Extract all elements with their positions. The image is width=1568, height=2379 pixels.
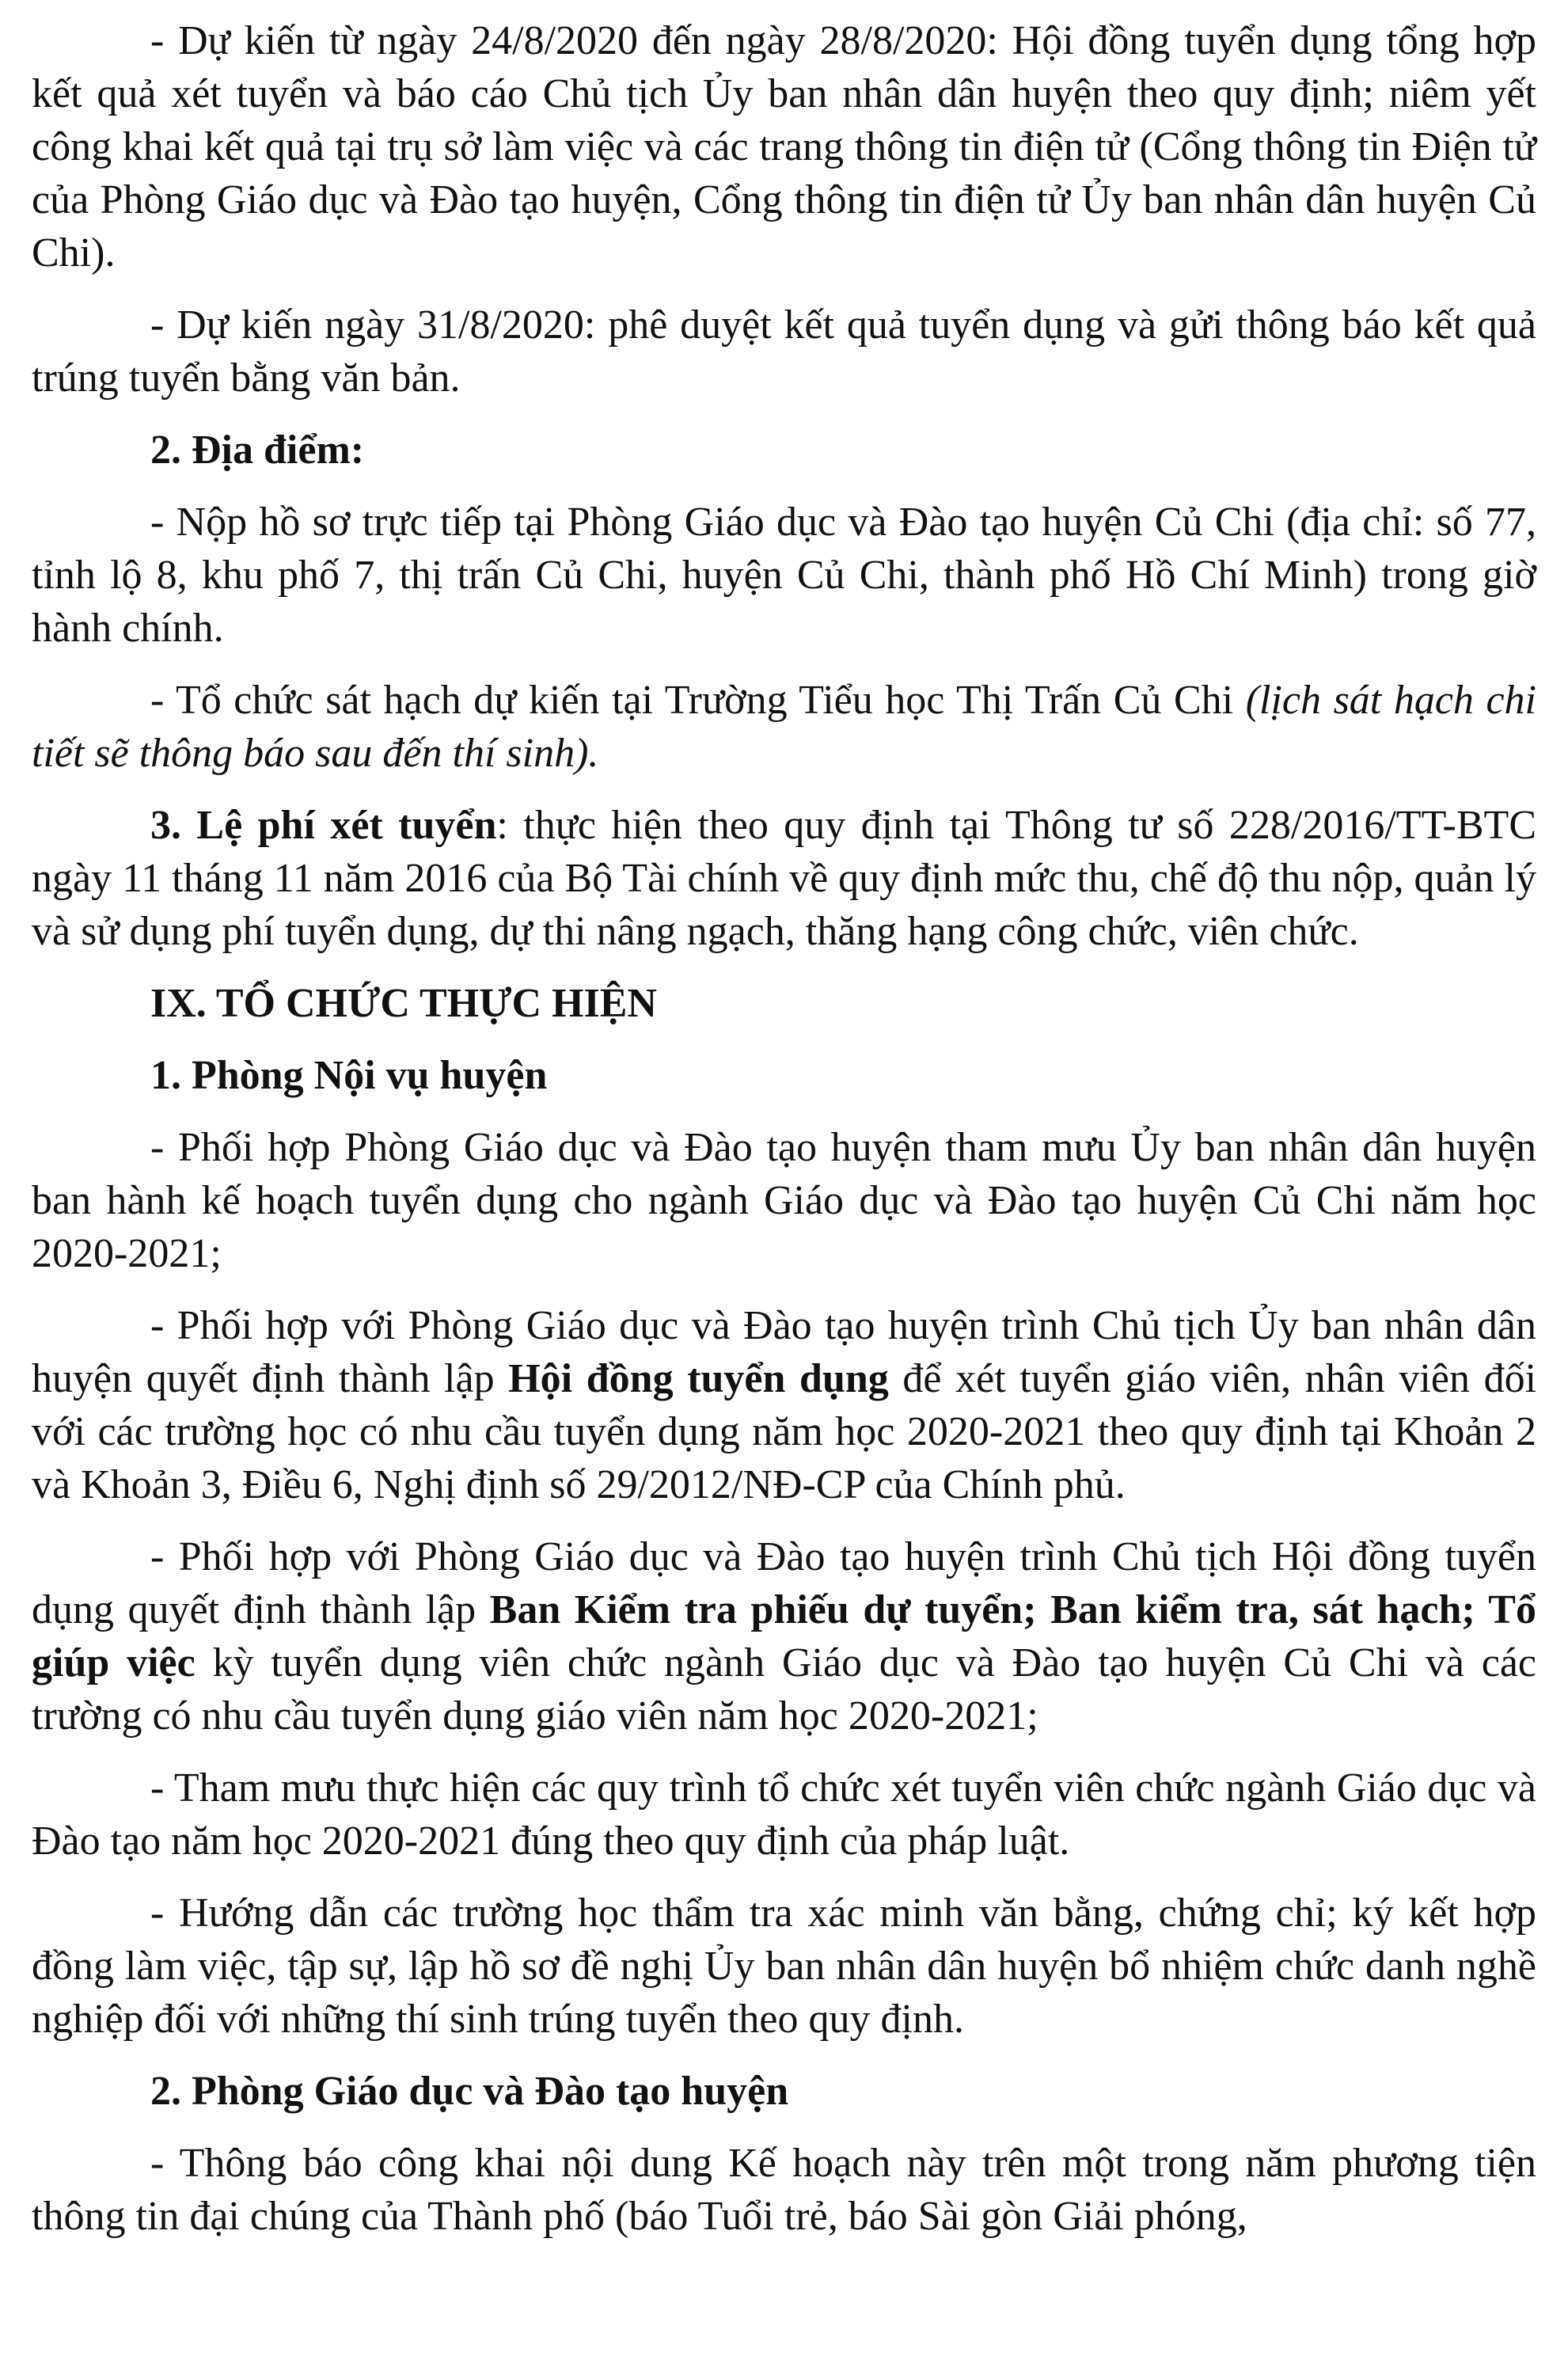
- heading-giao-duc-dao-tao: 2. Phòng Giáo dục và Đào tạo huyện: [150, 2069, 789, 2114]
- noivu-paragraph-3: [32, 1530, 1536, 1742]
- noivu-p3-bold: Ban Kiểm tra phiếu dự tuyển; Ban kiểm tra, sát hạch; Tổ giúp việc: [32, 1587, 1536, 1685]
- heading-section-ix: IX. TỔ CHỨC THỰC HIỆN: [150, 981, 657, 1026]
- fee-paragraph: [32, 799, 1536, 958]
- fee-label: 3. Lệ phí xét tuyển: [150, 803, 497, 848]
- noivu-p2-text-a: - Phối hợp với Phòng Giáo dục và Đào tạo huyện trình Chủ tịch Ủy ban nhân dân huyện quyết định thành lập: [32, 1303, 1536, 1401]
- noivu-paragraph-1: - Phối hợp Phòng Giáo dục và Đào tạo huyện tham mưu Ủy ban nhân dân huyện ban hành kế hoạch tuyển dụng cho ngành Giáo dục và Đào tạo huyện Củ Chi năm học 2020-2021;: [32, 1125, 1536, 1276]
- schedule-paragraph-1: - Dự kiến từ ngày 24/8/2020 đến ngày 28/8/2020: Hội đồng tuyển dụng tổng hợp kết quả xét tuyển và báo cáo Chủ tịch Ủy ban nhân dân huyện theo quy định; niêm yết công khai kết quả tại trụ sở làm việc và các trang thông tin điện tử (Cổng thông tin Điện tử của Phòng Giáo dục và Đào tạo huyện, Cổng thông tin điện tử Ủy ban nhân dân huyện Củ Chi).: [32, 18, 1536, 276]
- noivu-paragraph-2: [32, 1299, 1536, 1511]
- noivu-p3-text-a: - Phối hợp với Phòng Giáo dục và Đào tạo huyện trình Chủ tịch Hội đồng tuyển dụng quyết định thành lập: [32, 1534, 1536, 1632]
- schedule-paragraph-2: - Dự kiến ngày 31/8/2020: phê duyệt kết quả tuyển dụng và gửi thông báo kết quả trúng tuyển bằng văn bản.: [32, 302, 1536, 401]
- location-paragraph-2: [32, 674, 1536, 780]
- heading-location: 2. Địa điểm:: [150, 428, 365, 473]
- location-paragraph-1: - Nộp hồ sơ trực tiếp tại Phòng Giáo dục và Đào tạo huyện Củ Chi (địa chỉ: số 77, tỉnh lộ 8, khu phố 7, thị trấn Củ Chi, huyện Củ Chi, thành phố Hồ Chí Minh) trong giờ hành chính.: [32, 500, 1536, 651]
- noivu-paragraph-5: - Hướng dẫn các trường học thẩm tra xác minh văn bằng, chứng chỉ; ký kết hợp đồng làm việc, tập sự, lập hồ sơ đề nghị Ủy ban nhân dân huyện bổ nhiệm chức danh nghề nghiệp đối với những thí sinh trúng tuyển theo quy định.: [32, 1891, 1536, 2042]
- noivu-p3-text-c: kỳ tuyển dụng viên chức ngành Giáo dục và Đào tạo huyện Củ Chi và các trường có nhu cầu tuyển dụng giáo viên năm học 2020-2021;: [32, 1640, 1536, 1739]
- heading-noi-vu: 1. Phòng Nội vụ huyện: [150, 1053, 548, 1098]
- noivu-paragraph-4: - Tham mưu thực hiện các quy trình tổ chức xét tuyển viên chức ngành Giáo dục và Đào tạo năm học 2020-2021 đúng theo quy định của pháp luật.: [32, 1765, 1536, 1864]
- location-note: (lịch sát hạch chi tiết sẽ thông báo sau đến thí sinh).: [32, 678, 1536, 776]
- noivu-p2-text-c: để xét tuyển giáo viên, nhân viên đối với các trường học có nhu cầu tuyển dụng năm học 2020-2021 theo quy định tại Khoản 2 và Khoản 3, Điều 6, Nghị định số 29/2012/NĐ-CP của Chính phủ.: [32, 1356, 1537, 1507]
- fee-text: : thực hiện theo quy định tại Thông tư số 228/2016/TT-BTC ngày 11 tháng 11 năm 2016 của Bộ Tài chính về quy định mức thu, chế độ thu nộp, quản lý và sử dụng phí tuyển dụng, dự thi nâng ngạch, thăng hạng công chức, viên chức.: [32, 803, 1537, 954]
- location-text: - Tổ chức sát hạch dự kiến tại Trường Tiểu học Thị Trấn Củ Chi: [150, 678, 1246, 723]
- noivu-p2-bold: Hội đồng tuyển dụng: [508, 1356, 889, 1401]
- gddt-paragraph-1: - Thông báo công khai nội dung Kế hoạch này trên một trong năm phương tiện thông tin đại chúng của Thành phố (báo Tuổi trẻ, báo Sài gòn Giải phóng,: [32, 2141, 1536, 2239]
